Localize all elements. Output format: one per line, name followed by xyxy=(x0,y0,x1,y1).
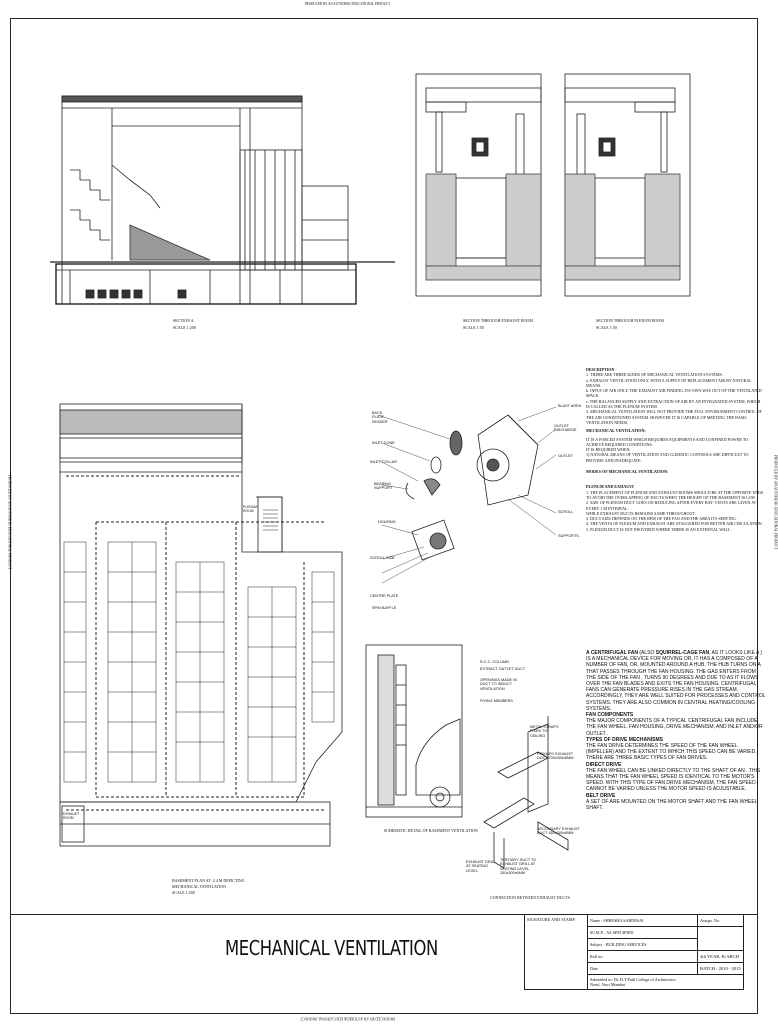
detail-label-fixing-members: FIXING MEMBERS xyxy=(480,699,513,703)
name-label: Name : xyxy=(590,918,603,923)
drive-heading: TYPES OF DRIVE MECHANISMS xyxy=(586,736,663,743)
college-line-1: Submitted to: Dr. D.Y.Patil College of Architecture xyxy=(590,977,676,982)
detail-label-extract-duct: EXTRACT OUTLET DUCT xyxy=(480,667,526,671)
subject-value: BUILDING SERVICES xyxy=(605,942,647,947)
scale-cell: SCALE : AS SPECIFIED xyxy=(588,927,698,939)
description-p4: c. THE BALANCED SUPPLY AND EXTRACTION OF AIR BY AN INTEGRATED SYSTEM, WHICH IS CALLED AS THE PLENUM SYSTEM xyxy=(586,398,761,410)
fan-intro-bold-2: SQUIRREL-CAGE FAN xyxy=(655,650,710,656)
section-a-scale: SCALE 1:200 xyxy=(173,325,196,330)
direct-drive-text: THE FAN WHEEL CAN BE LINKED DIRECTLY TO THE SHAFT OF AN . THIS MEANS THAT THE FAN WHEEL SPEED IS IDENTICAL TO THE MOTOR'S SPEED. WITH THIS TYPE OF FAN DRIVE MECHANISM, THE FAN SPEED CANNOT BE VARIED UNLESS THE MOTOR SPEED IS ADJUSTABLE. xyxy=(586,767,761,793)
mv-p1: IT IS A FORCED SYSTEM WHICH REQUIRES EQUIPMENTS AND CONFINED POWER TO ACHIEVE REQUIRED CONDITIONS. xyxy=(586,436,749,447)
fan-label-bearing-support: BEARING SUPPORT xyxy=(374,482,393,491)
subject-cell xyxy=(588,939,698,951)
duct-detail-caption: CONNECTION BETWEEN EXHAUST DUCTS xyxy=(490,895,570,900)
fan-intro xyxy=(586,650,766,712)
detail-label-openings: OPENINGS MADE IN DUCT TO INDUCT VENTILATION xyxy=(480,678,517,691)
year-cell: 4th YEAR, B-ARCH xyxy=(698,951,744,963)
mv-p2: IT IS REQUIRED WHEN: xyxy=(586,447,631,453)
duct-label-metal-straps: METAL STRAPS FIXED TO CEILING xyxy=(530,725,559,738)
pe-p2: 2. SIZE OF PLENUM DUCT GOES ON REDUCING AFTER EVERY BAY. VENTS ARE GIVEN AT EVERY 1 M INTERVAL. xyxy=(586,500,757,511)
description-heading: DESCRIPTION xyxy=(586,367,615,372)
belt-drive-heading: BELT DRIVE xyxy=(586,792,616,799)
name-cell xyxy=(588,915,698,927)
college-line-2: Nerul, Navi Mumbai xyxy=(590,982,626,987)
signature-cell: SIGNATURE AND STAMP xyxy=(525,915,588,990)
fan-label-scroll-side: SCROLL SIDE xyxy=(370,556,395,560)
title-block-table xyxy=(524,914,744,990)
name-value: SHRESHA SARDESAI xyxy=(603,918,644,923)
centrifugal-fan-diagram xyxy=(368,395,578,595)
watermark-right: PRODUCED BY AN AUTODESK EDUCATIONAL PRODUCT xyxy=(773,454,778,550)
basement-plan-drawing xyxy=(56,402,356,854)
plenum-room-title: SECTION THROUGH PLENUM ROOM xyxy=(596,318,664,323)
fan-label-spin-baffle: SPIN BAFFLE xyxy=(372,606,397,610)
basement-plan-caption-1: BASEMENT PLAN AT -2.4 M DEPICTING xyxy=(172,878,245,883)
assign-value-cell xyxy=(698,927,744,951)
description-p5: 2. MECHANICAL VENTILATION WILL NOT PROVIDE THE FULL ENVIRONMENT CONTROL OF THE AIR CONDITIONED SYSTEM. HOWEVER IT IS CAPABLE OF MEETING THE BASIC VENTILATION NEEDS. xyxy=(586,409,762,425)
basement-plan-caption-3: SCALE 1:200 xyxy=(172,890,195,895)
modes-heading: MODES OF MECHANICAL VENTILATION: xyxy=(586,469,669,475)
basement-plan-caption-2: MECHANICAL VENTILATION xyxy=(172,884,226,889)
fan-intro-rest: , AS IT LOOKS LIKE A ) IS A MECHANICAL DEVICE FOR MOVING OR, IT HAS A COMPOSED OF A NUMBER OF FAN, OR, MOUNTED AROUND A HUB. THE HUB TURNS ON A THAT PASSES THROUGH THE FAN HOUSING. THE GAS ENTERS FROM THE SIDE OF THE FAN , TURNS 90 DEGREES AND DUE TO AS IT FLOWS OVER THE FAN BLADES AND EXITS THE FAN HOUSING. CENTRIFUGAL FANS CAN GENERATE PRESSURE RISES IN THE GAS STREAM. ACCORDINGLY, THEY ARE WELL SUITED FOR PROCESSES AND CONTROL SYSTEMS. THEY ARE ALSO COMMON IN CENTRAL HEATING/COOLING SYSTEMS. xyxy=(586,650,766,712)
basement-ventilation-detail xyxy=(366,645,466,820)
description-block xyxy=(586,367,764,532)
roll-cell: Roll no. xyxy=(588,951,698,963)
duct-label-primary: PRIMARY EXHAUST DUCT 700x300x6MM xyxy=(537,752,574,761)
fan-label-blast-area: BLAST AREA xyxy=(558,404,582,408)
pe-p5: 4. THE VENTS OF PLENUM AND EXHAUST ARE STAGGERED FOR BETTER AIR CIRCULATION. xyxy=(586,521,763,527)
fan-label-inlet-collar: INLET COLLAR xyxy=(370,460,397,464)
detail-label-rcc-column: R.C.C. COLUMN xyxy=(480,660,509,664)
watermark-bottom: PRODUCED BY AN AUTODESK EDUCATIONAL PRODUCT xyxy=(300,1016,395,1021)
watermark-left: PRODUCED BY AN AUTODESK EDUCATIONAL PRODUCT xyxy=(7,474,12,570)
duct-label-tertiary: TERTIARY DUCT TO EXHAUST GRILL AT SEATING LEVEL 250x300x6MM xyxy=(500,858,537,876)
mv-p3: 1) NATURAL MEANS OF VENTILATION AND CLIMATIC CONTROLS ARE DIFFICULT TO PROVIDE AND INADEQUATE. xyxy=(586,452,749,463)
belt-drive-text: A SET OF ARE MOUNTED ON THE MOTOR SHAFT AND THE FAN WHEEL SHAFT. xyxy=(586,798,758,812)
plenum-room-label: PLENUM ROOM xyxy=(243,505,258,514)
fan-intro-bold-1: A CENTRIFUGAL FAN xyxy=(586,650,638,656)
watermark-top: PRODUCED BY AN AUTODESK EDUCATIONAL PRODUCT xyxy=(304,2,391,6)
fan-label-scroll: SCROLL xyxy=(558,510,574,514)
pe-p3: WHILE EXHAUST DUCTS REMAINS SAME THROUGHOUT. xyxy=(586,510,696,516)
plenum-exhaust-heading: PLENUM AND EXHAUST xyxy=(586,484,635,490)
pe-p6: 5. PLENUM DUCT IS NOT PROVIDED WHERE THERE IS AN EXTERNAL WALL. xyxy=(586,526,732,532)
mv-heading: MECHANICAL VENTILATION: xyxy=(586,428,646,434)
fan-label-housing: HOUSING xyxy=(378,520,396,524)
description-p1: 1. THERE ARE THREE KINDS OF MECHANICAL VENTILATION SYSTEMS . xyxy=(586,372,724,378)
fan-label-centre-plate: CENTRE PLATE xyxy=(370,594,399,598)
duct-label-secondary: SECONDARY EXHAUST DUCT 450x300x6MM xyxy=(537,827,580,836)
pe-p1: 1. THE PLACEMENT OF PLENUM AND EXHAUST ROOMS SHOULD BE AT THE OPPOSITE ENDS TO AVOID THE OVERLAPPING OF DUCTS WHEN THE HEIGHT OF THE BASEMENT IS LOW xyxy=(586,489,764,500)
direct-drive-heading: DIRECT DRIVE xyxy=(586,761,622,768)
exhaust-room-title: SECTION THROUGH EXHAUST ROOM xyxy=(463,318,533,323)
duct-label-exhaust-grill: EXHAUST GRILL AT SEATING LEVEL xyxy=(466,860,496,873)
fan-label-back-plate: BACK PLATE SEADER xyxy=(372,411,388,424)
fan-components-heading: FAN COMPONENTS xyxy=(586,712,634,719)
fan-label-supports: SUPPORTS xyxy=(558,534,579,538)
fan-label-outlet-discharge: OUTLET DISCHARGE xyxy=(554,424,577,433)
basement-detail-caption: SCHEMATIC DETAIL OF BASEMENT VENTILATION xyxy=(384,828,478,833)
drive-text: THE FAN DRIVE DETERMINES THE SPEED OF THE FAN WHEEL (IMPELLER) AND THE EXTENT TO WHICH THIS SPEED CAN BE VARIED. THERE ARE THREE BASIC TYPES OF FAN DRIVES. xyxy=(586,743,757,762)
exhaust-room-scale: SCALE 1:50 xyxy=(463,325,484,330)
plenum-room-scale: SCALE 1:50 xyxy=(596,325,617,330)
exhaust-room-section xyxy=(416,74,541,296)
description-p3: b. INPUT OF AIR ONLY. THE EXHAUST AIR FINDING ITS OWN WAY OUT OF THE VENTILATED SPACE. xyxy=(586,388,762,399)
drawing-title: MECHANICAL VENTILATION xyxy=(225,936,438,960)
fan-intro-mid: (ALSO xyxy=(637,650,656,656)
fan-label-inlet-cone: INLET CONE xyxy=(372,441,395,445)
college-cell xyxy=(588,975,744,990)
fan-description-block xyxy=(586,650,766,811)
date-cell: Date xyxy=(588,963,698,975)
batch-cell: BATCH : 2010 - 2015 xyxy=(698,963,744,975)
pe-p4: 3. DUCT SIZE DEPENDS ON THE RPM OF THE FAN AND THE AREA ITS SERVING. xyxy=(586,516,737,522)
exhaust-room-label: EXHAUST ROOM xyxy=(63,812,79,821)
assign-cell: Assign. No. xyxy=(698,915,744,927)
description-p2: a. EXHAUST VENTILATION ONLY, WITH A SUPPLY OF REPLACEMENT AIR BY NATURAL MEANS. xyxy=(586,377,752,388)
plenum-room-section xyxy=(565,74,690,296)
section-a-drawing xyxy=(50,90,395,315)
fan-components-text: THE MAJOR COMPONENTS OF A TYPICAL CENTRIFUGAL FAN INCLUDE THE FAN WHEEL, FAN HOUSING, DRIVE MECHANISM, AND INLET AND/OR OUTLET . xyxy=(586,718,763,737)
fan-label-outlet: OUTLET xyxy=(558,454,573,458)
subject-label: Subject : xyxy=(590,942,605,947)
section-a-title: SECTION A xyxy=(173,318,194,323)
